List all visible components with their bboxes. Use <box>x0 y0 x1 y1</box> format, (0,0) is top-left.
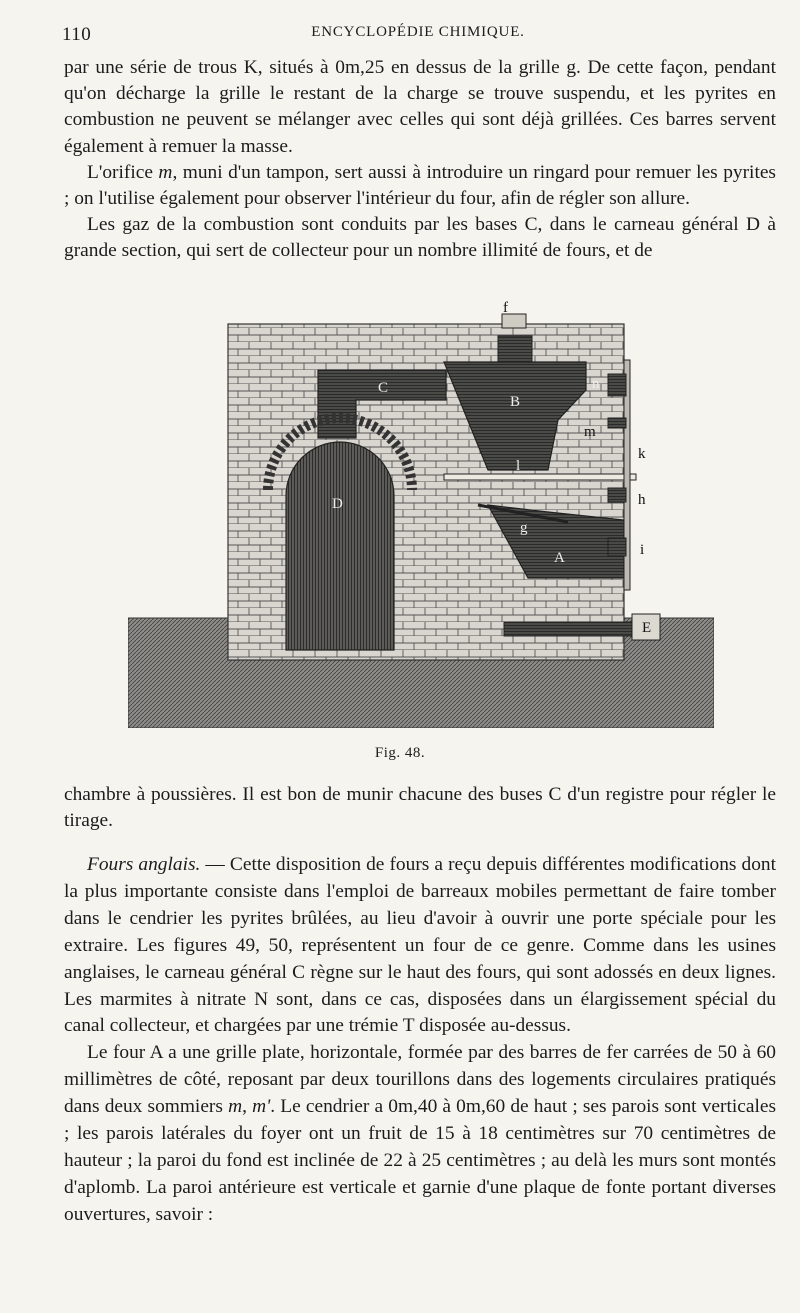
italic-run: m' <box>252 1096 271 1118</box>
label-n: n <box>592 376 600 392</box>
channel-e <box>504 622 634 636</box>
text-block-top <box>64 55 776 265</box>
text-block-middle <box>64 782 776 834</box>
italic-run: m <box>228 1096 243 1118</box>
paragraph: par une série de trous K, situés à 0m,25 en dessus de la grille g. De cette façon, pendant qu'on décharge la grille le restant de la charge se trouve suspendu, et les pyrites en combustion ne peuvent se mélanger avec celles qui sont déjà grillées. Ces barres servent également à remuer la masse. <box>64 57 776 157</box>
paragraph <box>64 1040 776 1228</box>
label-b: B <box>510 394 521 410</box>
label-g: g <box>520 520 528 536</box>
top-vent <box>498 336 532 362</box>
text-run: Le four A a une grille plate, horizontale, formée par des barres de fer carrées de 50 à 60 millimètres de côté, reposant par deux tourillons dans des logements circulaires pratiqués dans deux sommiers <box>64 1042 776 1118</box>
label-f: f <box>503 300 508 316</box>
label-k: k <box>638 446 646 462</box>
section-title: Fours anglais. <box>87 854 201 875</box>
figure-caption: Fig. 48. <box>374 745 426 761</box>
italic-run: m <box>158 161 173 183</box>
running-title: ENCYCLOPÉDIE CHIMIQUE. <box>311 24 525 40</box>
text-run: , <box>242 1096 253 1118</box>
label-m: m <box>584 424 596 440</box>
label-c: C <box>378 380 389 396</box>
bar-l <box>444 474 636 480</box>
paragraph: Les gaz de la combustion sont conduits par les bases C, dans le carneau général D à grande section, qui sert de collecteur pour un nombre illimité de fours, et de <box>64 214 776 262</box>
page-header <box>62 22 774 48</box>
paragraph <box>64 852 776 1040</box>
text-run: . Le cendrier a 0m,40 à 0m,60 de haut ; ses parois sont verticales ; les parois latérales du foyer ont un fruit de 15 à 18 centimètres sur 70 centimètres de hauteur ; la paroi du fond est inclinée de 22 à 25 centimètres ; au delà les murs sont montés d'aplomb. La paroi antérieure est verticale et garnie d'une plaque de fonte portant diverses ouvertures, savoir : <box>64 1096 776 1225</box>
label-i: i <box>640 542 645 558</box>
paragraph <box>64 160 776 212</box>
label-h: h <box>638 492 646 508</box>
channel-d <box>286 442 394 650</box>
paragraph: chambre à poussières. Il est bon de munir chacune des buses C d'un registre pour régler le tirage. <box>64 784 776 832</box>
text-run: L'orifice <box>87 161 159 183</box>
text-run: Cette disposition de fours a reçu depuis différentes modifications dont la plus importante consiste dans l'emploi de barreaux mobiles permettant de faire tomber dans le cendrier les pyrites brûlées, au lieu d'avoir à ouvrir une porte spéciale pour les extraire. Les figures 49, 50, représentent un four de ce genre. Comme dans les usines anglaises, le carneau général C règne sur le haut des fours, qui sont adossés en deux lignes. Les marmites à nitrate N sont, dans ce cas, disposées dans un élargissement spécial du canal collecteur, et chargées par une trémie T disposée au-dessus. <box>64 854 777 1037</box>
text-run: — <box>200 854 230 875</box>
furnace-figure <box>128 300 714 728</box>
text-run: , muni d'un tampon, sert aussi à introduire un ringard pour remuer les pyrites ; on l'utilise également pour observer l'intérieur du four, afin de régler son allure. <box>64 161 776 210</box>
text-block-bottom <box>64 852 776 1229</box>
label-d: D <box>332 496 343 512</box>
label-a: A <box>554 550 565 566</box>
label-e: E <box>642 620 652 636</box>
label-l: l <box>516 458 521 474</box>
page-number: 110 <box>62 24 92 45</box>
